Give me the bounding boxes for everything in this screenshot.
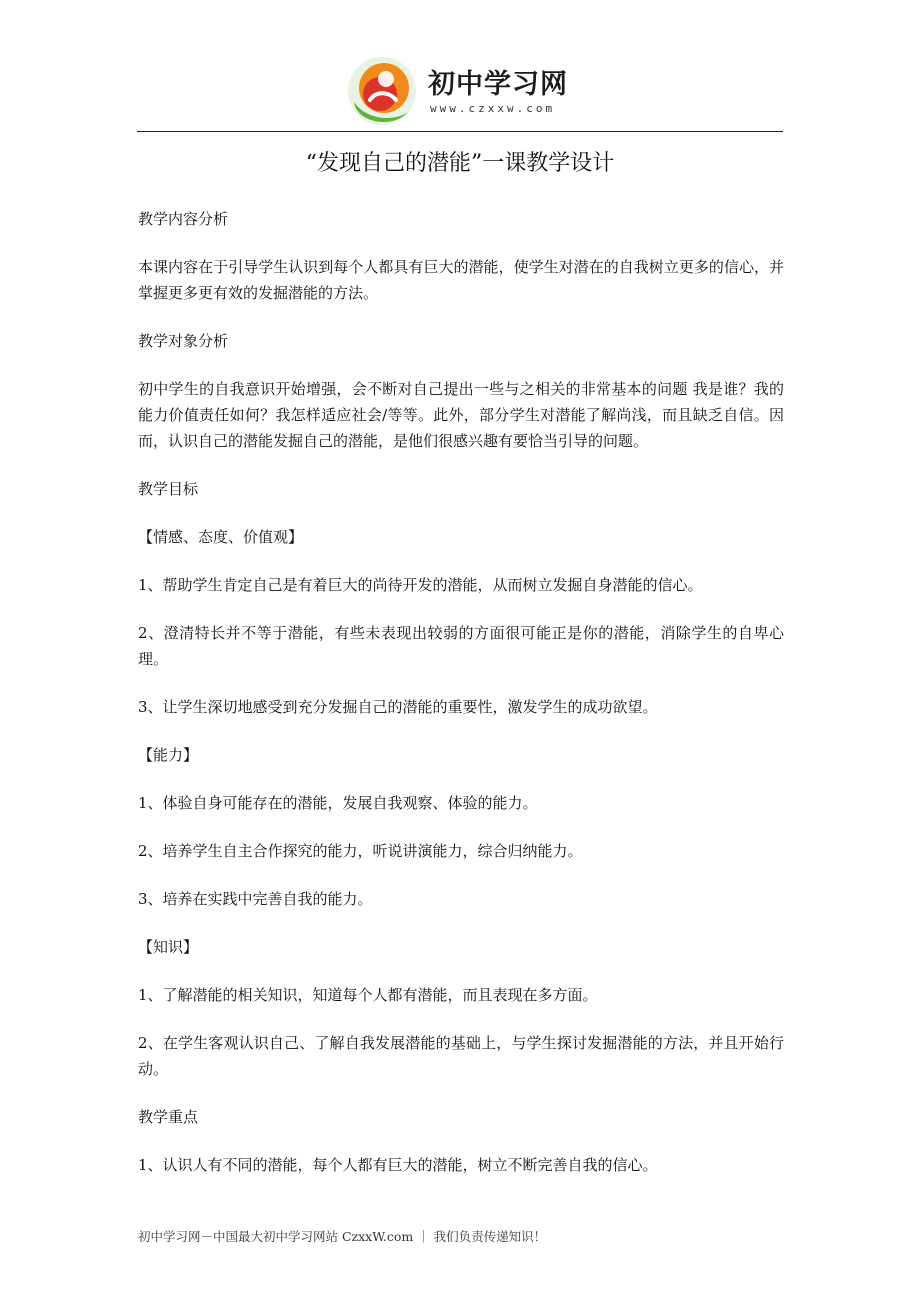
section-heading: 教学目标	[138, 480, 199, 498]
list-item: 3、让学生深切地感受到充分发掘自己的潜能的重要性，激发学生的成功欲望。	[138, 698, 658, 716]
list-item: 2、培养学生自主合作探究的能力，听说讲演能力，综合归纳能力。	[138, 842, 583, 860]
subsection-heading: 【能力】	[138, 746, 199, 764]
site-logo	[344, 54, 594, 128]
paragraph: 初中学生的自我意识开始增强，会不断对自己提出一些与之相关的非常基本的问题 我是谁？我的能力价值责任如何？我怎样适应社会/等等。此外，部分学生对潜能了解尚浅，而且缺乏自信。因而，认识自己的潜能发掘自己的潜能，是他们很感兴趣有要恰当引导的问题。	[138, 380, 784, 450]
section-heading: 教学重点	[138, 1108, 199, 1126]
header-divider	[137, 131, 783, 132]
list-item: 1、认识人有不同的潜能，每个人都有巨大的潜能，树立不断完善自我的信心。	[138, 1156, 658, 1174]
document-body	[138, 206, 784, 1200]
list-item: 1、帮助学生肯定自己是有着巨大的尚待开发的潜能，从而树立发掘自身潜能的信心。	[138, 576, 703, 594]
list-item: 1、体验自身可能存在的潜能，发展自我观察、体验的能力。	[138, 794, 538, 812]
section-heading: 教学对象分析	[138, 332, 229, 350]
document-title: “发现自己的潜能”一课教学设计	[305, 151, 615, 176]
list-item: 2、在学生客观认识自己、了解自我发展潜能的基础上，与学生探讨发掘潜能的方法，并且开始行动。	[138, 1034, 784, 1078]
logo-url: www.czxxw.com	[430, 102, 556, 115]
subsection-heading: 【情感、态度、价值观】	[138, 528, 304, 546]
logo-name: 初中学习网	[428, 69, 568, 100]
subsection-heading: 【知识】	[138, 938, 199, 956]
list-item: 2、澄清特长并不等于潜能，有些未表现出较弱的方面很可能正是你的潜能，消除学生的自卑心理。	[138, 624, 784, 668]
section-heading: 教学内容分析	[138, 210, 229, 228]
list-item: 3、培养在实践中完善自我的能力。	[138, 890, 373, 908]
list-item: 1、了解潜能的相关知识，知道每个人都有潜能，而且表现在多方面。	[138, 986, 598, 1004]
paragraph: 本课内容在于引导学生认识到每个人都具有巨大的潜能，使学生对潜在的自我树立更多的信心，并掌握更多更有效的发掘潜能的方法。	[138, 258, 784, 302]
logo-mark-icon	[344, 54, 420, 128]
page-footer: 初中学习网－中国最大初中学习网站 CzxxW.com ｜ 我们负责传递知识！	[138, 1229, 547, 1244]
